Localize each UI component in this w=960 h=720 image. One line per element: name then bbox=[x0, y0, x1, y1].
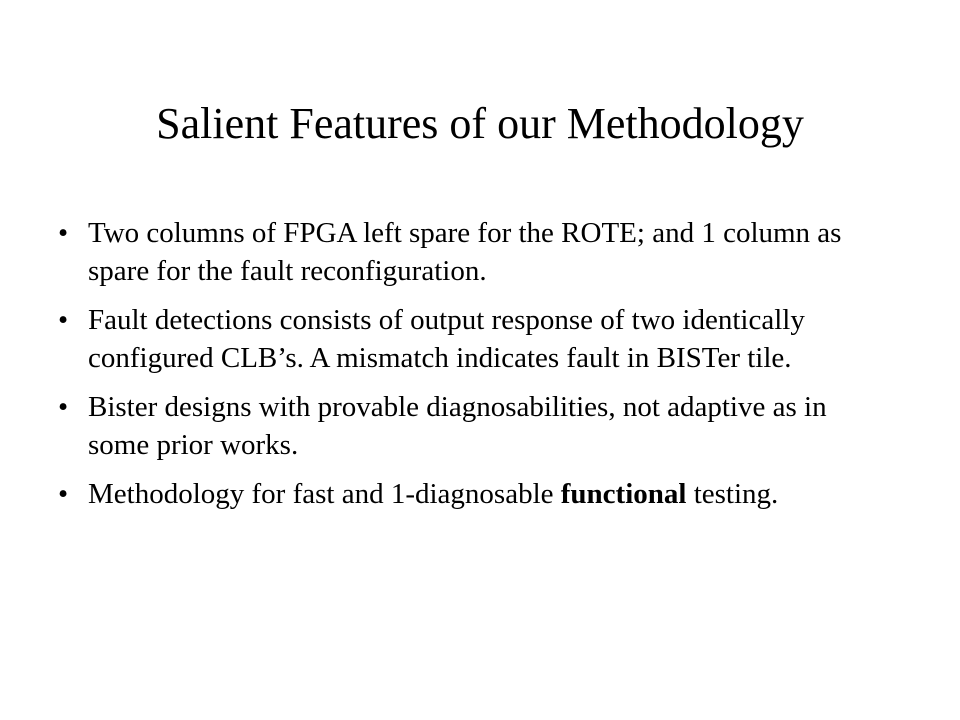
bullet-text-end: testing. bbox=[686, 478, 779, 510]
bullet-item bbox=[58, 388, 888, 464]
bullet-text-start: Methodology for fast and 1-diagnosable bbox=[88, 478, 561, 510]
bullet-item bbox=[58, 475, 888, 513]
slide-title: Salient Features of our Methodology bbox=[156, 99, 804, 148]
bullet-dot: • bbox=[58, 304, 69, 336]
bullet-text: Bister designs with provable diagnosabilities, not adaptive as in some prior works. bbox=[88, 391, 827, 461]
bullet-dot: • bbox=[58, 391, 69, 423]
bullet-item bbox=[58, 214, 888, 290]
bullet-dot: • bbox=[58, 217, 69, 249]
bullet-list bbox=[58, 214, 888, 524]
bullet-text: Fault detections consists of output response of two identically configured CLB’s. A mismatch indicates fault in BISTer tile. bbox=[88, 304, 805, 374]
bullet-text: Two columns of FPGA left spare for the ROTE; and 1 column as spare for the fault reconfiguration. bbox=[88, 217, 842, 287]
bullet-dot: • bbox=[58, 478, 69, 510]
bullet-text bbox=[88, 478, 778, 510]
bullet-item bbox=[58, 301, 888, 377]
bullet-text-bold: functional bbox=[560, 478, 687, 510]
